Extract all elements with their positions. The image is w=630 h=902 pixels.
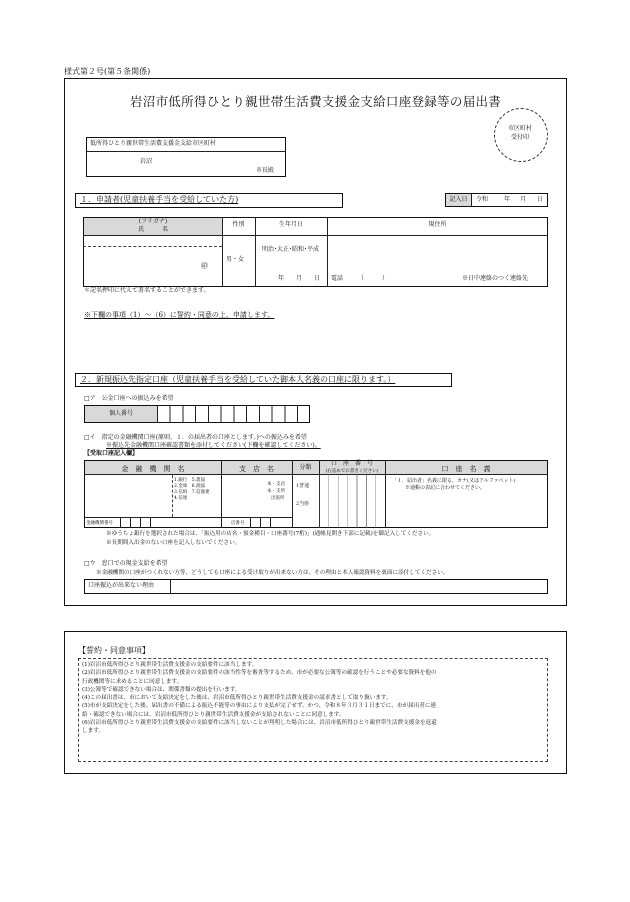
bank-code-cells[interactable] bbox=[120, 517, 160, 528]
yucho-note: ※ゆうちょ銀行を選択された場合は、「振込用の店名・預金種目・口座番号(7桁)」(通帳見開き下部に記載)を御記入してください。 bbox=[106, 531, 435, 537]
pledge-item-6b: します。 bbox=[82, 728, 104, 735]
addressee-header: 低所得ひとり親世帯生活費支援金支給市区町村 bbox=[90, 140, 217, 147]
longterm-note: ※長期間入出金のない口座を記入しないでください。 bbox=[106, 540, 241, 546]
entry-date-label: 記入日 bbox=[446, 194, 471, 206]
pledge-item-5: (5)市が支給決定をした後、届出書の不備による振込不能等の事由により支払が完了せず、かつ、令和８年３月３１日までに、市が届出者に連 bbox=[82, 703, 437, 710]
option-b[interactable]: □イ 指定の金融機関口座(原則、１．の届出者の口座とします。)への振込みを希望 bbox=[84, 434, 307, 441]
era-options[interactable]: 明治･大正･昭和･平成 bbox=[262, 246, 320, 253]
col-bank: 金 融 機 関 名 bbox=[121, 465, 185, 473]
bank-code-label: 金融機関番号 bbox=[86, 521, 113, 526]
bank-section-label: 【受取口座記入欄】 bbox=[84, 450, 139, 457]
option-a[interactable]: □ア 公金口座への振込みを希望 bbox=[84, 395, 174, 402]
holder-note-1: 「１．届出者」名義に限る。カナ(又はアルファベット) bbox=[392, 478, 516, 484]
bank-type-3[interactable]: 3.信組 7.信漁連 bbox=[174, 490, 210, 495]
col-account-note: (右詰めでお書きください) bbox=[325, 469, 379, 474]
bank-type-2[interactable]: 2.金庫 6.漁協 bbox=[174, 484, 206, 489]
branch-type-2[interactable]: 本・支所 bbox=[267, 489, 285, 494]
branch-code-label: 店番号 bbox=[231, 521, 245, 526]
pledge-item-5b: 絡・確認できない場合には、岩沼市低所得ひとり親世帯生活費支援金が支給されないことに同意します。 bbox=[82, 711, 345, 718]
account-number-cells[interactable] bbox=[319, 474, 385, 528]
pledge-item-6: (6)岩沼市低所得ひとり親世帯生活費支援金の支給要件に該当しないことが判明した場合には、岩沼市低所得ひとり親世帯生活費支援金を返還 bbox=[82, 720, 437, 727]
entry-date-day: 日 bbox=[537, 196, 544, 203]
bank-header-line bbox=[84, 474, 548, 475]
signature-note: ＊記名押印に代えて署名することができます。 bbox=[84, 287, 210, 294]
branch-type-3[interactable]: 出張所 bbox=[271, 496, 285, 501]
col-sex: 性別 bbox=[232, 221, 245, 228]
col-birth: 生年月日 bbox=[278, 221, 303, 228]
applicant-header-line bbox=[83, 235, 548, 236]
option-c[interactable]: □ウ 窓口での現金支給を希望 bbox=[84, 560, 168, 567]
personal-number-label: 個人番号 bbox=[85, 406, 157, 422]
addressee-city: 岩沼 bbox=[140, 158, 153, 165]
section2-heading: ２．新規振込先指定口座（児童扶養手当を受給していた御本人名義の口座に限ります。） bbox=[80, 375, 396, 384]
pledge-item-4: (4)この届出書は、市において支給決定をした後は、岩沼市低所得ひとり親世帯生活費支援金の請求書として取り扱います。 bbox=[82, 695, 392, 702]
sex-options[interactable]: 男・女 bbox=[226, 256, 245, 263]
branch-type-1[interactable]: 本・支店 bbox=[267, 482, 285, 487]
birth-ymd: 年 月 日 bbox=[278, 275, 321, 282]
branch-code-cells[interactable] bbox=[250, 517, 280, 528]
form-title: 岩沼市低所得ひとり親世帯生活費支援金支給口座登録等の届出書 bbox=[129, 94, 502, 109]
pledge-heading: 【誓約・同意事項】 bbox=[78, 646, 150, 655]
phone-label: 電話 （ ） bbox=[331, 275, 389, 282]
pledge-item-1: (1)岩沼市低所得ひとり親世帯生活費支援金の支給要件に該当します。 bbox=[82, 662, 258, 668]
pledge-item-3: (3)公簿等で確認できない場合は、関係書類の提出を行います。 bbox=[82, 686, 241, 693]
stamp-label-2: 受付印 bbox=[510, 134, 529, 141]
pledge-item-2: (2)岩沼市低所得ひとり親世帯生活費支援金の支給要件の該当性等を審査等するため、市が必要な公簿等の確認を行うことや必要な資料を他の bbox=[82, 670, 437, 677]
col-holder: 口 座 名 義 bbox=[441, 465, 491, 473]
col-branch: 支 店 名 bbox=[239, 465, 274, 473]
col-name: 氏 名 bbox=[137, 226, 168, 233]
option-b-note: ※振込先金融機関口座確認書類を添付してください(下欄を確認してください)。 bbox=[106, 442, 321, 449]
addressee-mayor: 市長殿 bbox=[256, 167, 275, 174]
col-account: 口 座 番 号 bbox=[330, 460, 373, 467]
phone-note: ※日中連絡のつく連絡先 bbox=[462, 275, 529, 282]
form-number: 様式第２号(第５条関係) bbox=[64, 67, 151, 76]
acct-type-2[interactable]: 2当座 bbox=[296, 501, 310, 507]
pledge-instruction: ※下欄の事項（1）～（6）に誓約・同意の上、申請します。 bbox=[84, 311, 275, 319]
entry-date-divider bbox=[471, 193, 472, 207]
personal-number-cells[interactable] bbox=[157, 405, 310, 423]
pledge-items bbox=[82, 661, 437, 736]
addressee-divider bbox=[86, 151, 286, 152]
holder-note-2: ※通帳の表記に合わせてください。 bbox=[405, 485, 486, 491]
entry-date-era: 令和 bbox=[476, 196, 489, 203]
reason-label: 口座振込が出来ない理由 bbox=[88, 582, 155, 589]
entry-date-year: 年 bbox=[504, 196, 511, 203]
col-furigana: (フリガナ) bbox=[138, 218, 168, 225]
pledge-item-2b: 行政機関等に求めることに同意します。 bbox=[82, 678, 183, 685]
reason-divider bbox=[170, 579, 171, 594]
seal-mark: ㊞ bbox=[201, 262, 208, 270]
applicant-furigana-line bbox=[83, 246, 222, 247]
section1-heading: １．申請者(児童扶養手当を受給していた方) bbox=[80, 195, 239, 204]
acct-type-1[interactable]: 1普通 bbox=[296, 483, 310, 489]
col-address: 現住所 bbox=[428, 221, 447, 228]
col-type: 分類 bbox=[299, 464, 312, 471]
bank-type-4[interactable]: 4.信連 bbox=[174, 496, 188, 501]
option-c-note: ※金融機関の口座がつくれない方等、どうしても口座による受け取りが出来ない方は、その理由と本人確認資料を裏面に添付してください。 bbox=[96, 570, 449, 576]
bank-type-1[interactable]: 1.銀行 5.農協 bbox=[174, 478, 206, 483]
stamp-label-1: 市区町村 bbox=[507, 125, 532, 132]
entry-date-month: 月 bbox=[520, 196, 527, 203]
